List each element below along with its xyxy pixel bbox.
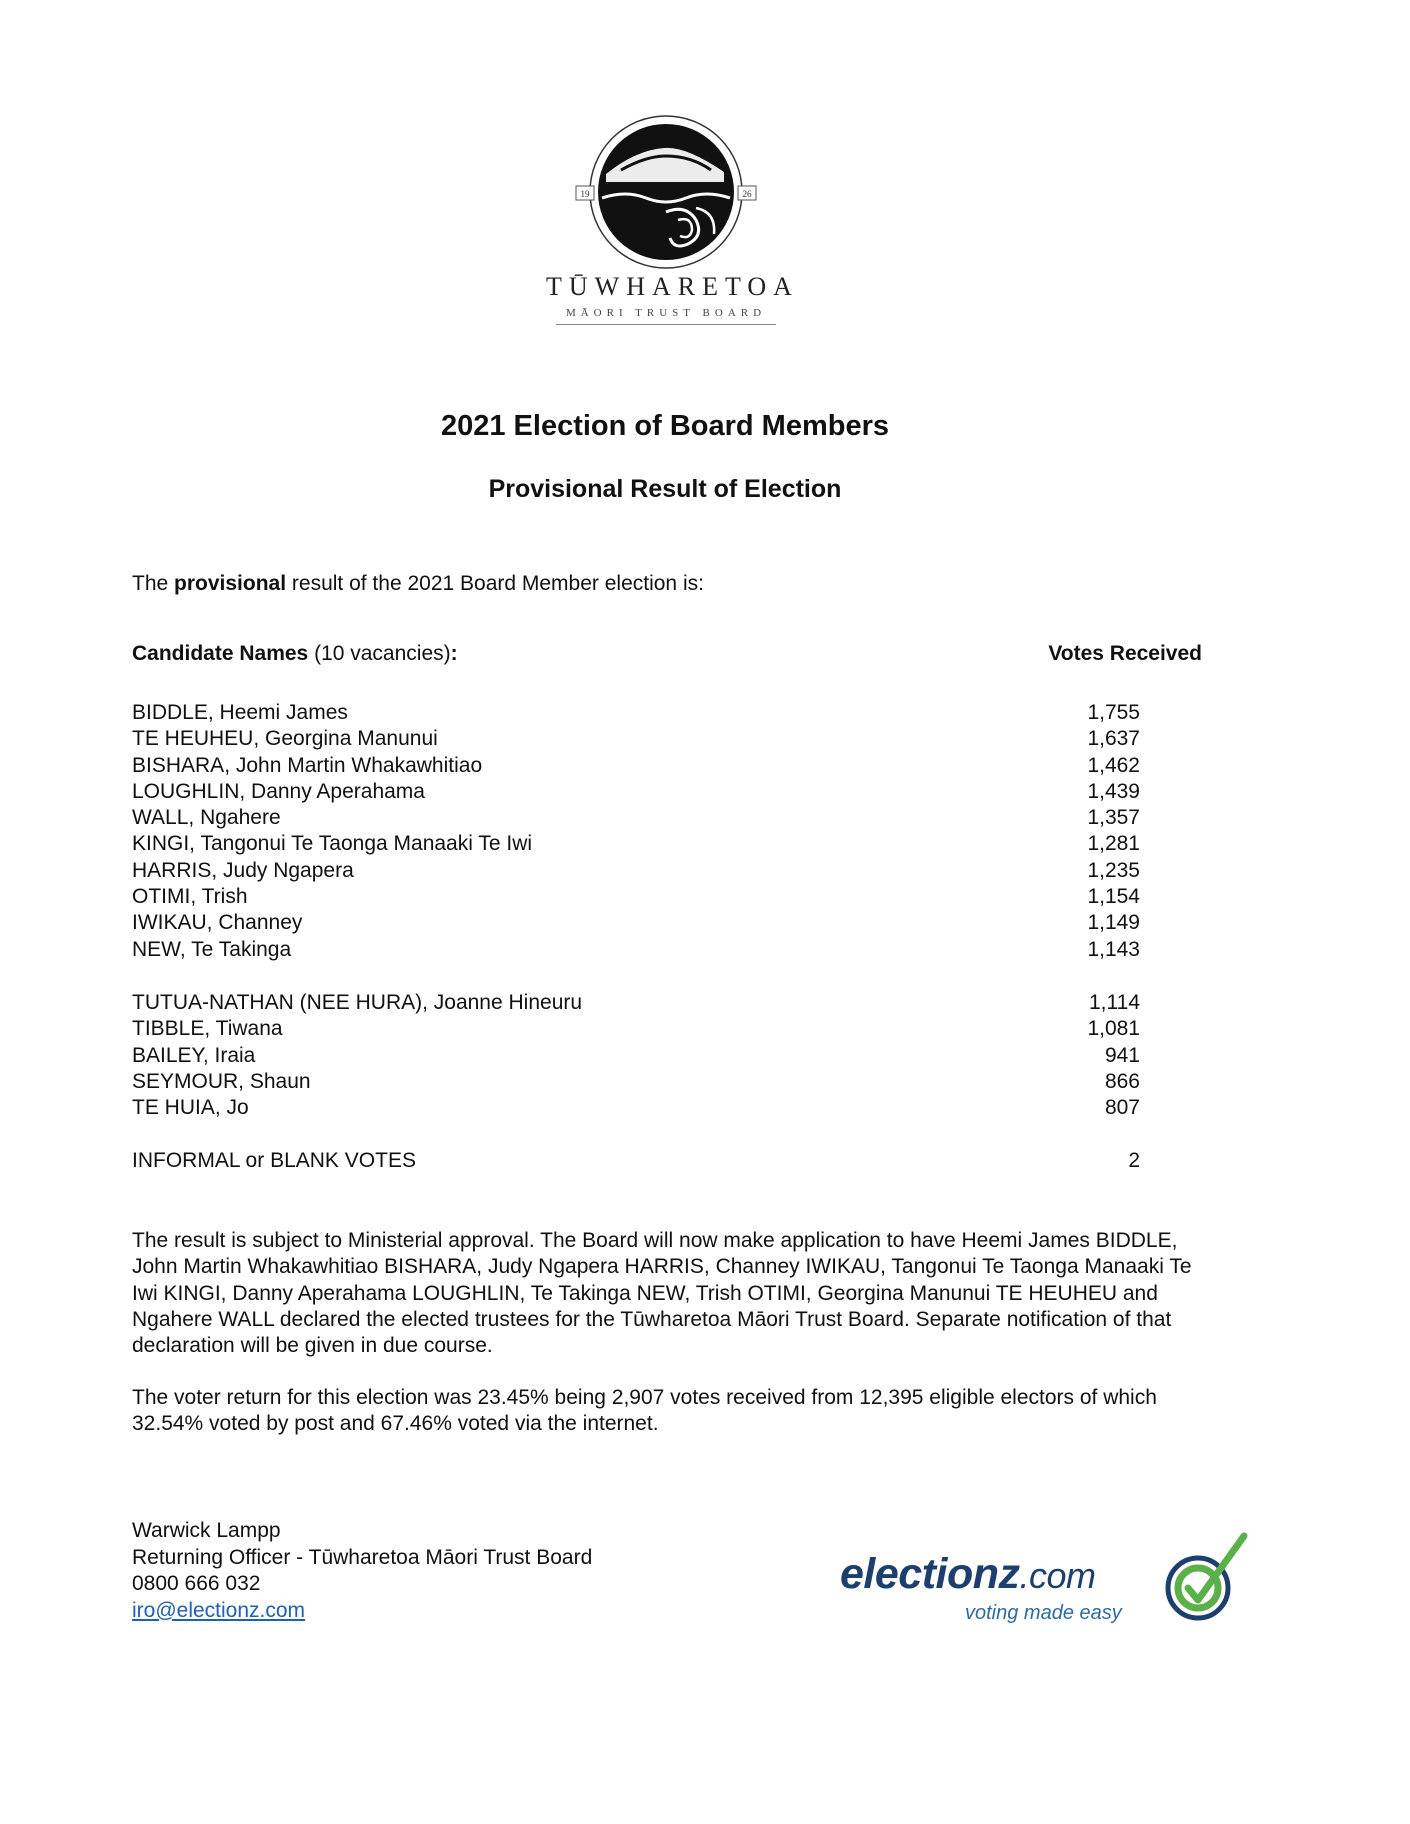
candidate-name: TIBBLE, Tiwana — [132, 1017, 283, 1041]
brand-name — [840, 1550, 1096, 1599]
candidate-name: KINGI, Tangonui Te Taonga Manaaki Te Iwi — [132, 832, 533, 856]
candidate-name: TE HUIA, Jo — [132, 1096, 249, 1120]
informal-votes-count: 2 — [1128, 1149, 1140, 1172]
candidate-name: TE HEUHEU, Georgina Manunui — [132, 727, 438, 751]
candidate-votes: 807 — [1104, 1096, 1140, 1120]
candidate-row — [132, 1095, 1140, 1121]
candidate-row — [132, 858, 1140, 884]
candidate-row — [132, 753, 1140, 779]
candidate-votes: 1,114 — [1089, 991, 1140, 1014]
votes-received-header: Votes Received — [1048, 642, 1202, 665]
candidate-votes: 1,357 — [1087, 806, 1140, 830]
candidate-name: BAILEY, Iraia — [132, 1043, 256, 1067]
candidate-votes: 1,637 — [1087, 727, 1140, 751]
candidate-votes: 1,154 — [1087, 885, 1140, 909]
candidate-votes: 941 — [1104, 1043, 1140, 1067]
candidate-name: BIDDLE, Heemi James — [132, 701, 348, 724]
intro-bold: provisional — [174, 572, 287, 595]
candidate-row — [132, 726, 1140, 752]
logo-title: TŪWHARETOA — [546, 272, 799, 301]
candidate-names-header-vacancies: (10 vacancies) — [308, 642, 451, 665]
candidate-votes: 1,235 — [1087, 858, 1140, 882]
brand-tagline: voting made easy — [965, 1602, 1122, 1624]
intro-suffix: result of the 2021 Board Member election is: — [286, 572, 704, 595]
candidate-votes: 866 — [1104, 1069, 1140, 1093]
checkmark-swirl-icon — [1160, 1530, 1250, 1630]
candidate-row — [132, 1043, 1140, 1069]
candidate-name: LOUGHLIN, Danny Aperahama — [132, 779, 425, 803]
signoff-email-link[interactable]: iro@electionz.com — [132, 1598, 306, 1622]
candidate-votes: 1,281 — [1087, 832, 1140, 856]
candidate-name: IWIKAU, Channey — [132, 911, 303, 935]
brand-name-main: electionz — [840, 1550, 1020, 1598]
candidate-row — [132, 884, 1140, 910]
document-title: 2021 Election of Board Members — [440, 410, 890, 442]
candidate-names-header-colon: : — [450, 642, 458, 665]
candidate-votes: 1,755 — [1087, 701, 1140, 724]
candidate-name: HARRIS, Judy Ngapera — [132, 858, 354, 882]
candidate-names-header-bold: Candidate Names — [132, 642, 309, 665]
signoff-block — [132, 1518, 592, 1624]
intro-prefix: The — [132, 572, 175, 595]
candidate-name: SEYMOUR, Shaun — [132, 1069, 311, 1093]
candidate-votes: 1,462 — [1087, 753, 1140, 777]
candidate-name: OTIMI, Trish — [132, 885, 248, 909]
candidate-votes: 1,439 — [1087, 779, 1140, 803]
candidate-row — [132, 1069, 1140, 1095]
signoff-phone: 0800 666 032 — [132, 1572, 261, 1595]
candidate-names-header — [132, 642, 458, 665]
signoff-name: Warwick Lampp — [132, 1519, 281, 1542]
approval-paragraph: The result is subject to Ministerial approval. The Board will now make application to have Heemi James BIDDLE, John Martin Whakawhitiao BISHARA, Judy Ngapera HARRIS, Channey IWIKAU, Tangonui Te Taonga Manaaki Te Iwi KINGI, Danny Aperahama LOUGHLIN, Te Takinga NEW, Trish OTIMI, Georgina Manunui TE HEUHEU and Ngahere WALL declared the elected trustees for the Tūwharetoa Māori Trust Board. Separate notification of that declaration will be given in due course. — [132, 1229, 1192, 1358]
candidate-row — [132, 990, 1140, 1016]
brand-name-suffix: .com — [1019, 1555, 1096, 1596]
candidate-row — [132, 805, 1140, 831]
results-table-header — [132, 642, 1202, 666]
logo-subtitle: MĀORI TRUST BOARD — [565, 307, 767, 319]
candidate-row — [132, 831, 1140, 857]
candidate-name: WALL, Ngahere — [132, 806, 281, 830]
document-subtitle: Provisional Result of Election — [488, 475, 842, 503]
trust-board-emblem — [546, 112, 786, 272]
informal-votes-row — [132, 1148, 1140, 1174]
candidate-row — [132, 1016, 1140, 1042]
voter-return-paragraph: The voter return for this election was 23.45% being 2,907 votes received from 12,395 eligible electors of which 32.54% voted by post and 67.46% voted via the internet. — [132, 1386, 1157, 1436]
trust-board-logo — [546, 112, 799, 324]
candidate-row — [132, 937, 1140, 963]
candidate-votes: 1,081 — [1087, 1017, 1140, 1041]
candidate-name: TUTUA-NATHAN (NEE HURA), Joanne Hineuru — [132, 991, 583, 1014]
logo-rule — [556, 324, 776, 325]
other-candidates-list — [132, 990, 1140, 1121]
signoff-role: Returning Officer - Tūwharetoa Māori Trust Board — [132, 1545, 593, 1569]
candidate-row — [132, 779, 1140, 805]
candidate-row — [132, 700, 1140, 726]
logo-year-right: 26 — [742, 189, 752, 199]
candidate-name: NEW, Te Takinga — [132, 937, 292, 961]
elected-candidates-list — [132, 700, 1140, 963]
logo-year-left: 19 — [580, 189, 590, 199]
informal-votes-label: INFORMAL or BLANK VOTES — [132, 1149, 416, 1172]
candidate-votes: 1,143 — [1087, 937, 1140, 961]
candidate-votes: 1,149 — [1087, 911, 1140, 935]
electionz-logo — [840, 1530, 1250, 1640]
candidate-name: BISHARA, John Martin Whakawhitiao — [132, 753, 483, 777]
intro-text — [132, 572, 704, 596]
candidate-row — [132, 910, 1140, 936]
